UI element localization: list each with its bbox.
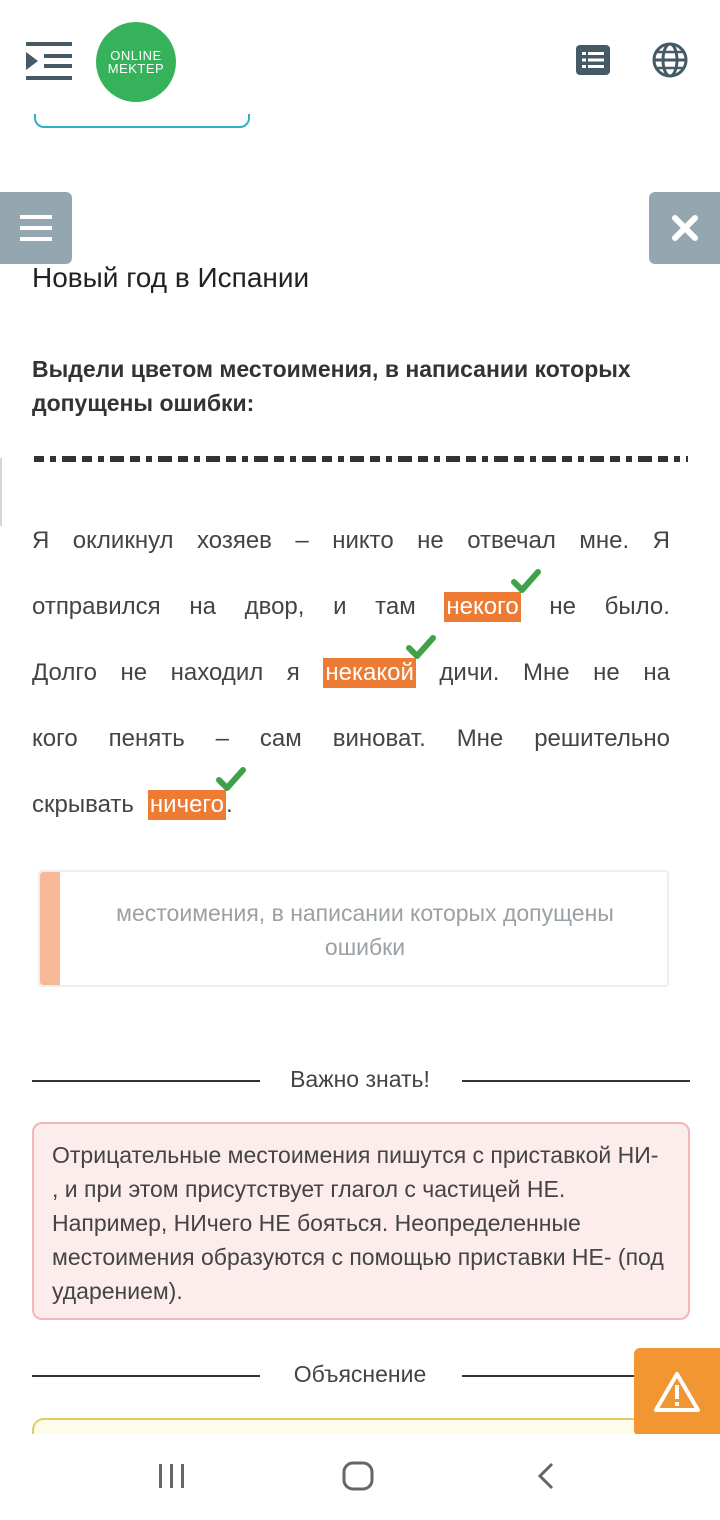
- word[interactable]: не: [120, 659, 148, 686]
- warning-icon: [653, 1371, 701, 1413]
- text-line-3: [32, 640, 670, 706]
- word[interactable]: отправился: [32, 593, 161, 620]
- back-icon[interactable]: [516, 1454, 576, 1498]
- word[interactable]: решительно: [534, 725, 670, 752]
- word[interactable]: скрывать: [32, 791, 134, 818]
- left-scroll-marker: [0, 458, 2, 526]
- highlight-text-2: некакой: [325, 659, 414, 686]
- dashed-separator: [34, 456, 688, 462]
- word[interactable]: Мне: [522, 659, 570, 686]
- word[interactable]: Я: [32, 527, 50, 554]
- word[interactable]: там: [375, 593, 416, 620]
- text-line-1: [32, 508, 670, 574]
- important-divider: [32, 1066, 690, 1096]
- sentence-end-period: .: [226, 791, 233, 818]
- word[interactable]: мне.: [579, 527, 630, 554]
- word[interactable]: сам: [259, 725, 302, 752]
- word[interactable]: на: [189, 593, 216, 620]
- progress-indicator: [34, 114, 250, 128]
- globe-icon[interactable]: [652, 42, 688, 78]
- table-of-contents-icon[interactable]: [576, 45, 610, 75]
- system-nav-bar: [0, 1434, 720, 1520]
- highlight-legend-label: местоимения, в написании которых допущены ошибки: [116, 900, 614, 960]
- word[interactable]: я: [286, 659, 300, 686]
- hamburger-icon: [18, 213, 54, 243]
- exercise-text: [32, 508, 670, 838]
- logo-line-2: MEKTEP: [107, 61, 165, 76]
- word[interactable]: было.: [604, 593, 670, 620]
- word[interactable]: дичи.: [439, 659, 500, 686]
- word[interactable]: –: [215, 725, 229, 752]
- menu-collapse-icon[interactable]: [26, 40, 72, 82]
- word[interactable]: хозяев: [197, 527, 272, 554]
- task-instruction: Выдели цветом местоимения, в написании которых допущены ошибки:: [32, 356, 631, 416]
- close-icon: [671, 214, 699, 242]
- word[interactable]: Мне: [456, 725, 504, 752]
- word[interactable]: Долго: [32, 659, 97, 686]
- word[interactable]: на: [643, 659, 670, 686]
- side-menu-button[interactable]: [0, 192, 72, 264]
- explanation-heading: Объяснение: [293, 1361, 427, 1387]
- word[interactable]: отвечал: [467, 527, 556, 554]
- word[interactable]: никто: [332, 527, 394, 554]
- checkmark-icon: [511, 568, 541, 594]
- word[interactable]: и: [333, 593, 347, 620]
- important-note: Отрицательные местоимения пишутся с приставкой НИ- , и при этом присутствует глагол с частицей НЕ. Например, НИчего НЕ бояться. Неопределенные местоимения образуются с помощью приставки НЕ- (под ударением).: [32, 1122, 690, 1320]
- highlighted-word-1[interactable]: [444, 592, 520, 622]
- lesson-title: Новый год в Испании: [32, 262, 310, 293]
- report-problem-button[interactable]: [634, 1348, 720, 1436]
- top-app-bar: [0, 0, 720, 130]
- text-line-2: [32, 574, 670, 640]
- highlighted-word-2[interactable]: [323, 658, 416, 688]
- home-icon[interactable]: [328, 1454, 388, 1498]
- explanation-divider: [32, 1361, 690, 1391]
- text-line-5: [32, 772, 670, 838]
- word[interactable]: не: [549, 593, 576, 620]
- word[interactable]: окликнул: [72, 527, 174, 554]
- word[interactable]: находил: [170, 659, 264, 686]
- text-line-4: [32, 706, 670, 772]
- word[interactable]: не: [593, 659, 620, 686]
- checkmark-icon: [406, 634, 436, 660]
- checkmark-icon: [216, 766, 246, 792]
- highlight-text-1: некого: [446, 593, 519, 620]
- highlight-color-swatch: [40, 872, 60, 985]
- word[interactable]: пенять: [108, 725, 185, 752]
- word[interactable]: –: [295, 527, 309, 554]
- close-button[interactable]: [649, 192, 720, 264]
- word[interactable]: Я: [652, 527, 670, 554]
- highlighted-word-3[interactable]: [148, 790, 226, 820]
- word[interactable]: виноват.: [332, 725, 426, 752]
- online-mektep-logo[interactable]: [96, 22, 176, 102]
- word[interactable]: не: [417, 527, 444, 554]
- logo-line-1: ONLINE: [110, 48, 162, 63]
- word[interactable]: кого: [32, 725, 78, 752]
- important-heading: Важно знать!: [290, 1066, 430, 1092]
- recent-apps-icon[interactable]: [142, 1454, 202, 1498]
- word[interactable]: двор,: [244, 593, 305, 620]
- highlight-text-3: ничего: [149, 791, 224, 818]
- highlight-legend[interactable]: [38, 870, 669, 987]
